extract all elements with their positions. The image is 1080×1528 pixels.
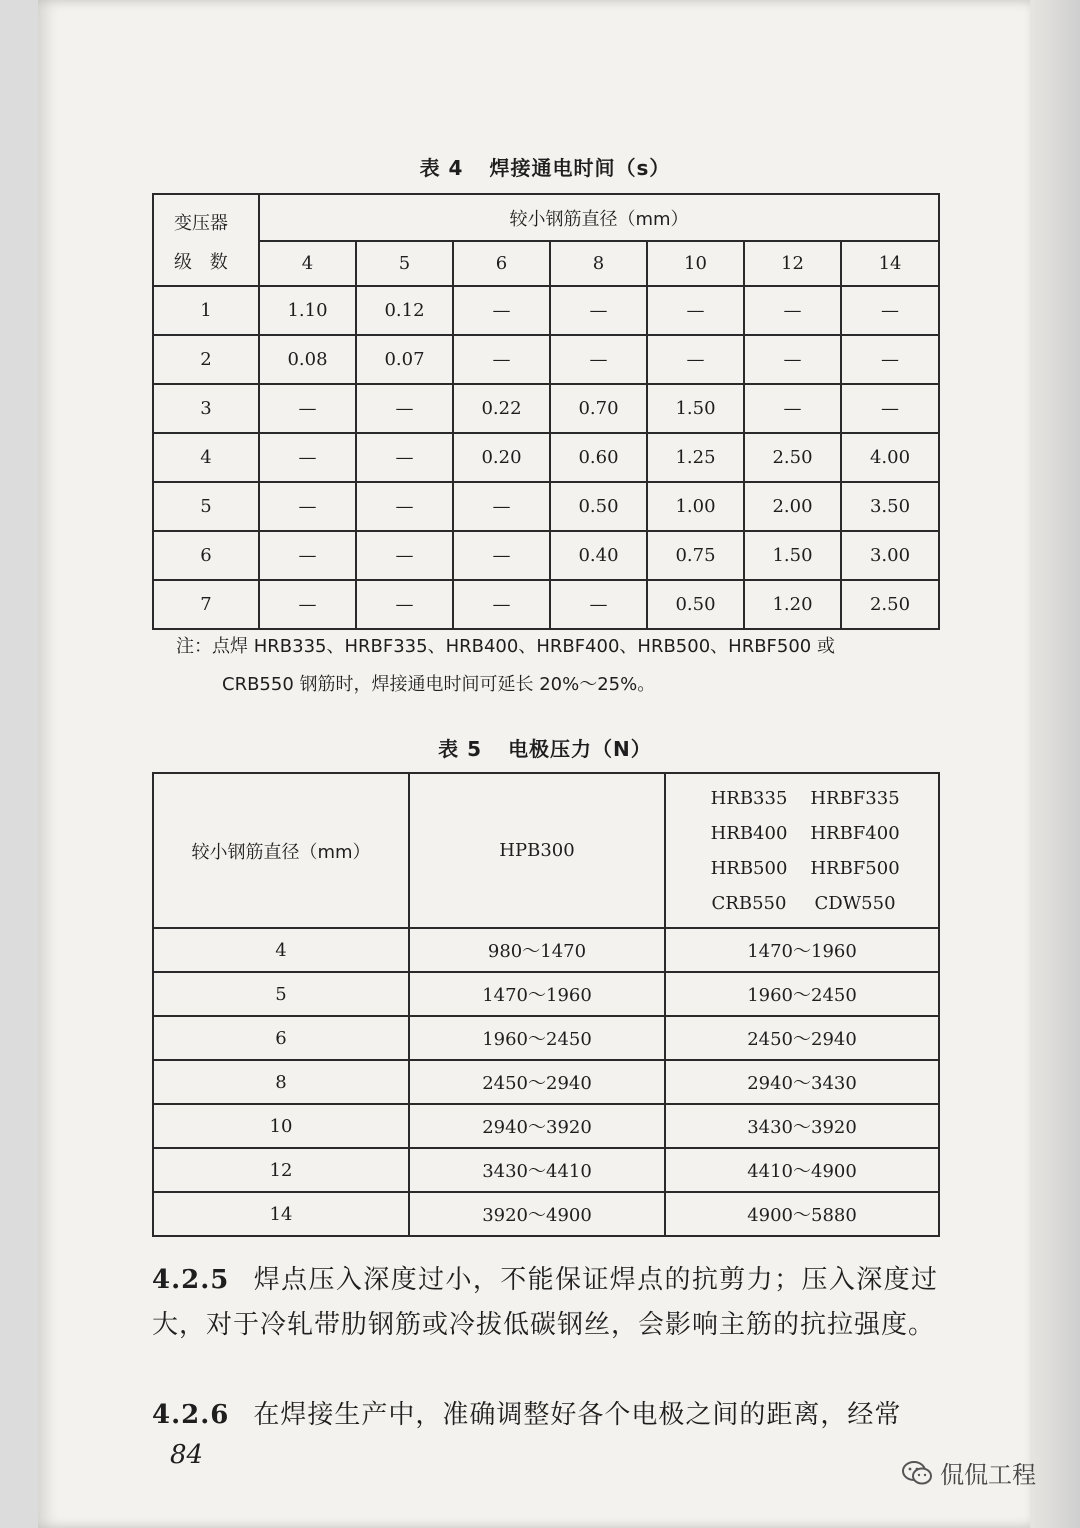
clause-4-2-6: [152, 1393, 938, 1438]
transformer-level-cell: 6: [153, 531, 259, 580]
hpb300-pressure-cell: 980～1470: [409, 928, 665, 972]
welding-time-cell: —: [356, 531, 453, 580]
hpb300-pressure-cell: 2450～2940: [409, 1060, 665, 1104]
steel-grade-label: HRBF400: [810, 822, 900, 844]
welding-time-cell: 0.40: [550, 531, 647, 580]
welding-time-cell: 0.50: [647, 580, 744, 629]
page-edge: [1030, 0, 1080, 1528]
welding-time-cell: —: [841, 286, 939, 335]
welding-time-cell: 3.50: [841, 482, 939, 531]
table4-diameter-header: 10: [647, 241, 744, 286]
welding-time-cell: —: [744, 335, 841, 384]
table4-caption-number: 表 4: [419, 156, 464, 180]
table4-diameter-header: 12: [744, 241, 841, 286]
table4-group-header: 较小钢筋直径（mm）: [259, 194, 939, 241]
other-grade-pressure-cell: 1470～1960: [665, 928, 939, 972]
welding-time-cell: 0.75: [647, 531, 744, 580]
table5-col1-header: 较小钢筋直径（mm）: [153, 773, 409, 928]
welding-time-cell: —: [647, 286, 744, 335]
welding-time-cell: 0.70: [550, 384, 647, 433]
welding-time-cell: 1.50: [647, 384, 744, 433]
table-row: [153, 433, 939, 482]
welding-time-cell: 2.00: [744, 482, 841, 531]
welding-time-cell: —: [550, 335, 647, 384]
table-row: [153, 1192, 939, 1236]
table5-col3-header: [665, 773, 939, 928]
table-row: [153, 531, 939, 580]
other-grade-pressure-cell: 3430～3920: [665, 1104, 939, 1148]
welding-time-cell: 2.50: [841, 580, 939, 629]
hpb300-pressure-cell: 1960～2450: [409, 1016, 665, 1060]
welding-time-cell: —: [259, 433, 356, 482]
table4-diameter-header: 8: [550, 241, 647, 286]
steel-grade-label: HRBF500: [810, 857, 900, 879]
other-grade-pressure-cell: 4900～5880: [665, 1192, 939, 1236]
steel-grade-label: HRB500: [710, 857, 788, 879]
other-grade-pressure-cell: 4410～4900: [665, 1148, 939, 1192]
welding-time-cell: —: [841, 384, 939, 433]
transformer-level-cell: 2: [153, 335, 259, 384]
welding-time-cell: 2.50: [744, 433, 841, 482]
welding-time-cell: 0.12: [356, 286, 453, 335]
hpb300-pressure-cell: 3430～4410: [409, 1148, 665, 1192]
table4-diameter-header: 4: [259, 241, 356, 286]
clause-number: 4.2.6: [152, 1400, 230, 1430]
table4-welding-time: [152, 193, 940, 630]
welding-time-cell: —: [259, 580, 356, 629]
table5-caption-number: 表 5: [438, 737, 483, 761]
hpb300-pressure-cell: 2940～3920: [409, 1104, 665, 1148]
page-number: 84: [170, 1440, 204, 1470]
welding-time-cell: 1.50: [744, 531, 841, 580]
diameter-cell: 10: [153, 1104, 409, 1148]
diameter-cell: 5: [153, 972, 409, 1016]
welding-time-cell: 4.00: [841, 433, 939, 482]
welding-time-cell: 1.10: [259, 286, 356, 335]
table-row: [153, 1104, 939, 1148]
welding-time-cell: —: [259, 384, 356, 433]
clause-text: 焊点压入深度过小，不能保证焊点的抗剪力；压入深度过大，对于冷轧带肋钢筋或冷拔低碳钢丝，会影响主筋的抗拉强度。: [152, 1265, 938, 1340]
welding-time-cell: 0.08: [259, 335, 356, 384]
welding-time-cell: —: [453, 335, 550, 384]
table-row: [153, 482, 939, 531]
welding-time-cell: —: [550, 580, 647, 629]
welding-time-cell: 1.20: [744, 580, 841, 629]
welding-time-cell: —: [259, 531, 356, 580]
table-row: [153, 384, 939, 433]
table4-corner-header: [153, 194, 259, 286]
table-row: [153, 286, 939, 335]
welding-time-cell: —: [356, 580, 453, 629]
welding-time-cell: 0.22: [453, 384, 550, 433]
other-grade-pressure-cell: 2450～2940: [665, 1016, 939, 1060]
hpb300-pressure-cell: 3920～4900: [409, 1192, 665, 1236]
transformer-level-cell: 3: [153, 384, 259, 433]
table-row: [153, 1060, 939, 1104]
table4-note: [176, 628, 936, 704]
welding-time-cell: 0.20: [453, 433, 550, 482]
hpb300-pressure-cell: 1470～1960: [409, 972, 665, 1016]
clause-number: 4.2.5: [152, 1265, 230, 1295]
other-grade-pressure-cell: 2940～3430: [665, 1060, 939, 1104]
table4-diameter-header: 14: [841, 241, 939, 286]
welding-time-cell: 0.50: [550, 482, 647, 531]
table4-diameter-row: [153, 241, 939, 286]
table4-diameter-header: 5: [356, 241, 453, 286]
welding-time-cell: 3.00: [841, 531, 939, 580]
table-row: [153, 928, 939, 972]
welding-time-cell: —: [259, 482, 356, 531]
table-row: [153, 972, 939, 1016]
corner-top-label: 变压器: [174, 213, 228, 234]
steel-grade-label: HRB400: [710, 822, 788, 844]
corner-bottom-label: 级 数: [174, 252, 234, 273]
table5-caption: [152, 733, 938, 762]
other-grade-pressure-cell: 1960～2450: [665, 972, 939, 1016]
welding-time-cell: —: [356, 384, 453, 433]
diameter-cell: 4: [153, 928, 409, 972]
watermark-text: 侃侃工程: [940, 1461, 1036, 1489]
welding-time-cell: —: [453, 286, 550, 335]
note-line-2: CRB550 钢筋时，焊接通电时间可延长 20%～25%。: [222, 674, 656, 695]
welding-time-cell: 0.07: [356, 335, 453, 384]
welding-time-cell: —: [744, 286, 841, 335]
diameter-cell: 14: [153, 1192, 409, 1236]
welding-time-cell: —: [550, 286, 647, 335]
welding-time-cell: 1.25: [647, 433, 744, 482]
watermark: [902, 1455, 1036, 1490]
welding-time-cell: —: [453, 580, 550, 629]
table-row: [153, 1016, 939, 1060]
welding-time-cell: —: [841, 335, 939, 384]
table5-caption-title: 电极压力（N）: [508, 737, 652, 761]
table-row: [153, 1148, 939, 1192]
transformer-level-cell: 5: [153, 482, 259, 531]
table4-caption-title: 焊接通电时间（s）: [489, 156, 671, 180]
welding-time-cell: —: [744, 384, 841, 433]
welding-time-cell: —: [453, 482, 550, 531]
welding-time-cell: 1.00: [647, 482, 744, 531]
diameter-cell: 12: [153, 1148, 409, 1192]
steel-grade-label: HRBF335: [810, 787, 900, 809]
table-row: [153, 580, 939, 629]
welding-time-cell: —: [647, 335, 744, 384]
welding-time-cell: —: [453, 531, 550, 580]
steel-grade-label: HRB335: [710, 787, 788, 809]
table-row: [153, 335, 939, 384]
welding-time-cell: —: [356, 433, 453, 482]
table5-electrode-pressure: [152, 772, 940, 1237]
table4-diameter-header: 6: [453, 241, 550, 286]
steel-grade-label: CRB550: [711, 892, 787, 914]
transformer-level-cell: 1: [153, 286, 259, 335]
diameter-cell: 8: [153, 1060, 409, 1104]
welding-time-cell: 0.60: [550, 433, 647, 482]
table4-caption: [152, 152, 938, 181]
transformer-level-cell: 4: [153, 433, 259, 482]
table5-col2-header: HPB300: [409, 773, 665, 928]
clause-text: 在焊接生产中，准确调整好各个电极之间的距离，经常: [253, 1400, 902, 1430]
steel-grade-label: CDW550: [814, 892, 896, 914]
note-line-1: 注：点焊 HRB335、HRBF335、HRB400、HRBF400、HRB500、HRBF500 或: [176, 636, 835, 657]
diameter-cell: 6: [153, 1016, 409, 1060]
grade-list: [666, 784, 938, 918]
welding-time-cell: —: [356, 482, 453, 531]
transformer-level-cell: 7: [153, 580, 259, 629]
wechat-icon: [902, 1460, 932, 1486]
clause-4-2-5: [152, 1258, 938, 1348]
